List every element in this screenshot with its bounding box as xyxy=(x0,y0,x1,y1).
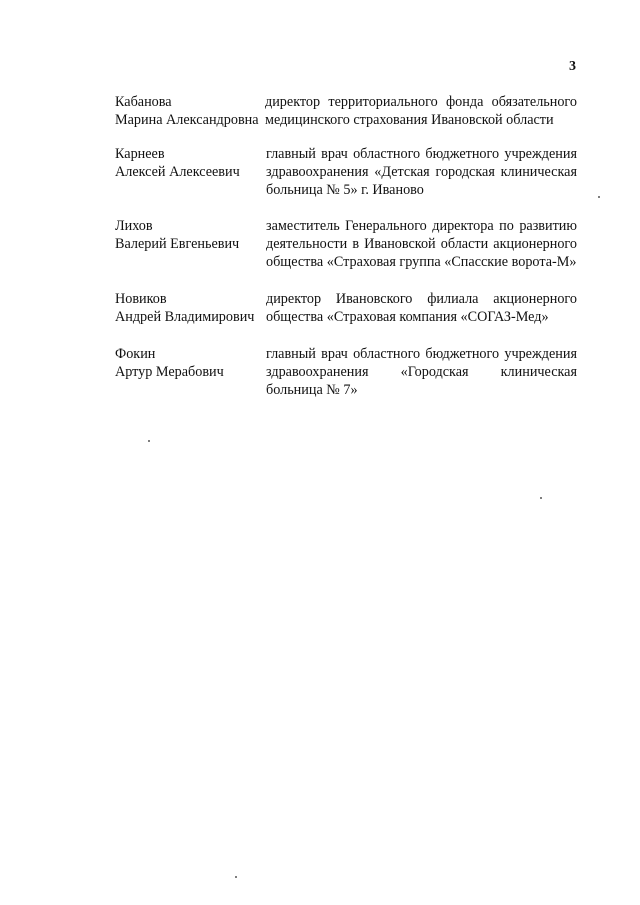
scan-speck xyxy=(235,876,237,878)
scan-speck xyxy=(148,440,150,442)
member-name xyxy=(115,217,266,253)
member-given-names: Валерий Евгеньевич xyxy=(115,236,240,252)
list-item xyxy=(115,290,577,326)
member-given-names: Марина Александровна xyxy=(115,112,259,128)
member-position: главный врач областного бюджетного учреждения здравоохранения «Детская городская клиническая больница № 5» г. Иваново xyxy=(266,146,577,198)
scan-speck xyxy=(540,497,542,499)
scan-speck xyxy=(598,196,600,198)
member-position: главный врач областного бюджетного учреждения здравоохранения «Городская клиническая больница № 7» xyxy=(266,346,577,398)
list-item xyxy=(115,93,577,129)
list-item xyxy=(115,345,577,399)
member-position: директор территориального фонда обязательного медицинского страхования Ивановской области xyxy=(265,94,577,128)
member-name xyxy=(115,345,266,381)
member-name xyxy=(115,290,266,326)
member-given-names: Андрей Владимирович xyxy=(115,309,255,325)
member-name xyxy=(115,93,266,129)
member-position: директор Ивановского филиала акционерного общества «Страховая компания «СОГАЗ-Мед» xyxy=(266,291,577,325)
member-surname: Лихов xyxy=(115,218,153,234)
member-surname: Карнеев xyxy=(115,146,165,162)
member-surname: Кабанова xyxy=(115,94,172,110)
member-surname: Новиков xyxy=(115,291,167,307)
member-list xyxy=(115,93,577,416)
member-given-names: Алексей Алексеевич xyxy=(115,164,240,180)
member-surname: Фокин xyxy=(115,346,156,362)
member-position: заместитель Генерального директора по развитию деятельности в Ивановской области акционерного общества «Страховая группа «Спасские ворота-М» xyxy=(266,218,577,270)
list-item xyxy=(115,217,577,271)
page-number: 3 xyxy=(569,59,576,74)
member-name xyxy=(115,145,266,181)
member-given-names: Артур Мерабович xyxy=(115,364,224,380)
list-item xyxy=(115,145,577,199)
